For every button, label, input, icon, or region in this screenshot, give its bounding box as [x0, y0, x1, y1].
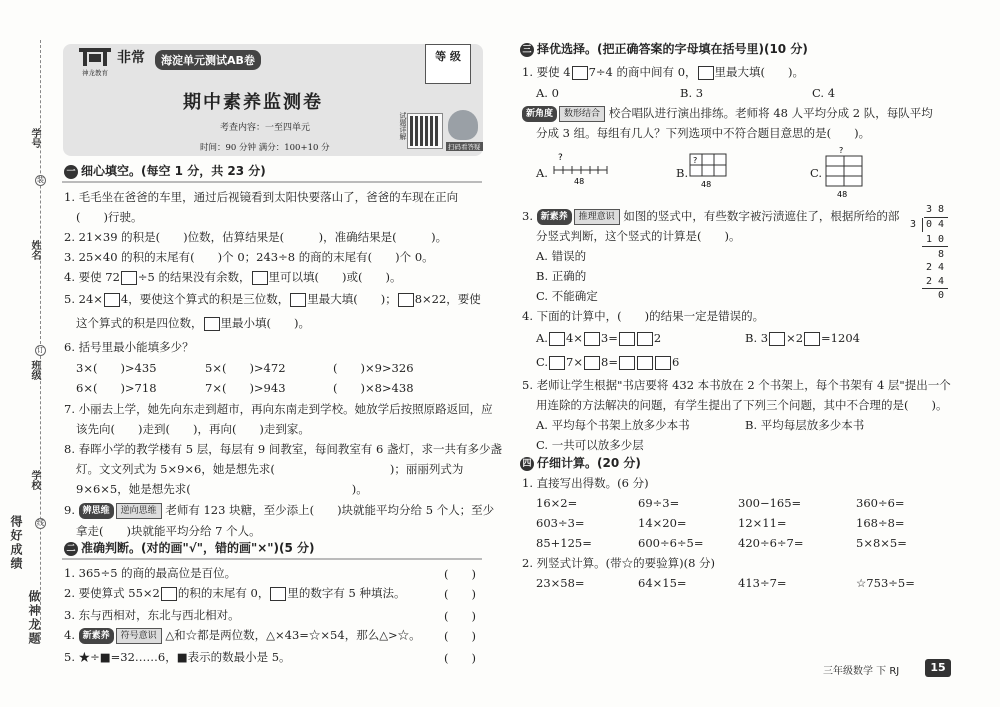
text: 4× [565, 331, 583, 345]
text: 4，要使这个算式的积是三位数， [120, 292, 290, 306]
blank-box[interactable] [769, 332, 785, 346]
q1-1b: ( )行驶。 [76, 210, 143, 224]
text: 7× [566, 355, 583, 369]
q3-5b: 用连除的方法解决的问题，有学生提出了下列三个问题，其中不合理的是( )。 [536, 398, 948, 412]
text: ÷5 的结果没有余数， [137, 270, 251, 284]
text: 校合唱队进行演出排练。老师将 48 人平均分成 2 队，每队平均 [608, 106, 933, 120]
blank-box[interactable] [655, 356, 671, 370]
tag-badge: 新素养 [537, 209, 572, 225]
q1-9 [64, 503, 494, 519]
answer-paren[interactable]: ( ) [444, 629, 476, 643]
q4-1: 1. 直接写出得数。(6 分) [522, 476, 649, 490]
q3-5-opt-c[interactable]: C. 一共可以放多少层 [536, 438, 644, 452]
q2-5: 5. ★÷■=32……6，■表示的数最小是 5。 [64, 650, 291, 664]
student-id-label: 学号 [29, 128, 40, 148]
step: 2 4 [926, 276, 945, 287]
blank-box[interactable] [270, 587, 286, 601]
text: ×2 [786, 331, 804, 345]
binding-circle: 线 [37, 519, 44, 527]
q3-5: 5. 老师让学生根据"书店要将 432 本书放在 2 个书架上，每个书架有 4 层"提出一个 [522, 378, 951, 392]
q1-4 [64, 270, 401, 285]
dividend: 0 4 [926, 219, 945, 230]
q1-2: 2. 21×39 的积是( )位数，估算结果是( )，准确结果是( )。 [64, 230, 448, 244]
q1-8: 8. 春晖小学的教学楼有 5 层，每层有 9 间教室，每间教室有 6 盏灯，求一共有多少盏 [64, 442, 503, 456]
text: 7÷4 的商中间有 0， [588, 65, 697, 79]
q3-5-opt-b[interactable]: B. 平均每层放多少本书 [745, 418, 865, 432]
quotient: 3 8 [926, 204, 945, 215]
blank-box[interactable] [572, 66, 588, 80]
section-3-title [520, 42, 808, 57]
q3-2-opt-b[interactable]: B. [676, 166, 689, 180]
q2-1: 1. 365÷5 的商的最高位是百位。 [64, 566, 237, 580]
calc-item[interactable]: 5×8×5= [856, 536, 907, 550]
tag-badge: 新角度 [522, 106, 557, 122]
vertical-calc[interactable]: 64×15= [638, 576, 687, 590]
section-4-title [520, 456, 641, 471]
publisher-logo [75, 44, 115, 78]
section-number: 二 [64, 542, 78, 556]
answer-paren[interactable]: ( ) [444, 609, 476, 623]
binding-circle: 装 [37, 176, 44, 184]
q1-7: 7. 小丽去上学，她先向东走到超市，再向东南走到学校。她放学后按照原路返回，应 [64, 402, 493, 416]
text: A. [536, 331, 548, 345]
step: 8 [938, 249, 945, 260]
tag-badge: 新素养 [79, 628, 114, 644]
bar-model-a [552, 150, 612, 189]
q1-9b: 拿走( )块就能平均分给 7 个人。 [76, 524, 261, 538]
blank-box[interactable] [804, 332, 820, 346]
svg-text:48: 48 [701, 180, 712, 189]
step: 2 4 [926, 262, 945, 273]
series-tag: 海淀单元测试AB卷 [155, 50, 261, 70]
q1-5 [64, 292, 481, 307]
blank-box[interactable] [619, 356, 635, 370]
q3-4-opt-c[interactable] [536, 355, 679, 370]
calc-item[interactable]: 360÷6= [856, 496, 905, 510]
q1-6: 6. 括号里最小能填多少？ [64, 340, 194, 354]
q3-2b: 分成 3 组。每组有几人？下列选项中不符合题目意思的是( )。 [536, 126, 871, 140]
q1-8b: 灯。文文列式为 5×9×6，她是想先求( )；丽丽列式为 [76, 462, 464, 476]
slogan: 得好成绩 [9, 515, 23, 571]
exam-time-score: 时间：90 分钟 满分：100+10 分 [200, 143, 330, 153]
blank-box[interactable] [398, 293, 414, 307]
exam-scope: 考查内容：一至四单元 [220, 123, 311, 133]
divider [62, 558, 482, 560]
q3-1-opt-b[interactable]: B. 3 [680, 86, 704, 100]
name-label: 姓名 [29, 240, 40, 260]
blank-box[interactable] [584, 356, 600, 370]
long-division-figure [904, 204, 954, 304]
text: 8×22，要使 [414, 292, 481, 306]
text: 里最小填( )。 [220, 316, 310, 330]
q3-2-opt-c[interactable]: C. [810, 166, 823, 180]
q3-3-opt-a[interactable]: A. 错误的 [536, 249, 587, 263]
brand-name: 非常 [117, 50, 145, 66]
q3-1 [522, 65, 804, 80]
q3-4-opt-b[interactable] [745, 331, 860, 346]
text: 2. 要使算式 55×2 [64, 586, 160, 600]
q3-4: 4. 下面的计算中，( )的结果一定是错误的。 [522, 309, 765, 323]
school-label: 学校 [29, 470, 40, 490]
blank-box[interactable] [637, 332, 653, 346]
q1-1: 1. 毛毛坐在爸爸的车里，通过后视镜看到太阳快要落山了，爸爸的车现在正向 [64, 190, 459, 204]
tag-label: 符号意识 [116, 628, 162, 644]
text: 3. [522, 209, 533, 223]
grade-box [425, 44, 471, 84]
tag-label: 逆向思维 [116, 503, 162, 519]
text: 8= [601, 355, 618, 369]
blank-box[interactable] [252, 271, 268, 285]
blank-box[interactable] [698, 66, 714, 80]
calc-item[interactable]: 12×11= [738, 516, 787, 530]
tag-label: 数形结合 [559, 106, 605, 122]
grade-label: 等 级 [435, 50, 461, 63]
mascot-icon [448, 110, 478, 140]
section-number: 一 [64, 165, 78, 179]
q3-3-opt-b[interactable]: B. 正确的 [536, 269, 587, 283]
section-text: 准确判断。(对的画"√"，错的画"×")(5 分) [81, 541, 315, 555]
vertical-calc[interactable]: ☆753÷5= [856, 576, 915, 590]
step: 0 [938, 290, 945, 301]
q1-6-row1-c: ( )×9>326 [333, 361, 414, 375]
q3-1-opt-a[interactable]: A. 0 [536, 86, 559, 100]
calc-item[interactable]: 420÷6÷7= [738, 536, 804, 550]
blank-box[interactable] [584, 332, 600, 346]
text: 4. [64, 628, 75, 642]
vertical-calc[interactable]: 23×58= [536, 576, 585, 590]
q1-6-row2-c: ( )×8>438 [333, 381, 414, 395]
text: 2 [653, 331, 662, 345]
text: 老师有 123 块糖，至少添上( )块就能平均分给 5 个人；至少 [165, 503, 495, 517]
text: △和☆都是两位数，△×43=☆×54，那么△>☆。 [165, 628, 421, 642]
text: 的积的末尾有 0， [177, 586, 270, 600]
text: 里最大填( )。 [714, 65, 804, 79]
q3-4-opt-a[interactable] [536, 331, 661, 346]
q3-3b: 分竖式判断，这个竖式的计算是( )。 [536, 229, 741, 243]
blank-box[interactable] [290, 293, 306, 307]
calc-item[interactable]: 69÷3= [638, 496, 680, 510]
grid-model-b [688, 152, 728, 193]
calc-item[interactable]: 603÷3= [536, 516, 585, 530]
answer-paren[interactable]: ( ) [444, 651, 476, 665]
calc-item[interactable]: 16×2= [536, 496, 578, 510]
tag-badge: 辨思维 [79, 503, 114, 519]
step: 1 0 [926, 234, 945, 245]
answer-paren[interactable]: ( ) [444, 587, 476, 601]
svg-text:?: ? [693, 156, 698, 165]
calc-item[interactable]: 14×20= [638, 516, 687, 530]
blank-box[interactable] [549, 356, 565, 370]
text: 如图的竖式中，有些数字被污渍遮住了，根据所给的部 [623, 209, 900, 223]
page-number: 15 [925, 659, 951, 677]
grid-model-c [824, 144, 864, 203]
q1-8c: 9×6×5，她是想先求( )。 [76, 482, 368, 496]
text: 里的数字有 5 种填法。 [287, 586, 406, 600]
text: 这个算式的积是四位数， [76, 316, 203, 330]
text: 5. 24× [64, 292, 103, 306]
footer-subject: 三年级数学 下 RJ [823, 666, 900, 677]
exam-title: 期中素养监测卷 [183, 92, 323, 113]
q1-6-row1-a: 3×( )>435 [76, 361, 157, 375]
q2-4 [64, 628, 421, 644]
section-text: 择优选择。(把正确答案的字母填在括号里)(10 分) [537, 42, 808, 56]
blank-box[interactable] [121, 271, 137, 285]
text: 9. [64, 503, 75, 517]
q1-5b [76, 316, 310, 331]
calc-item[interactable]: 300−165= [738, 496, 802, 510]
q2-3: 3. 东与西相对，东北与西北相对。 [64, 608, 240, 622]
q2-2 [64, 586, 406, 601]
text: 3= [600, 331, 618, 345]
blank-box[interactable] [637, 356, 653, 370]
svg-text:48: 48 [837, 190, 848, 199]
text: 6 [671, 355, 680, 369]
blank-box[interactable] [161, 587, 177, 601]
q3-2-opt-a[interactable]: A. [536, 166, 548, 180]
blank-box[interactable] [204, 317, 220, 331]
binding-strip [0, 0, 55, 707]
text: 1. 要使 4 [522, 65, 571, 79]
calc-item[interactable]: 168÷8= [856, 516, 905, 530]
answer-paren[interactable]: ( ) [444, 567, 476, 581]
section-number: 四 [520, 457, 534, 471]
section-text: 仔细计算。(20 分) [537, 456, 641, 470]
slogan: 做神龙题 [27, 590, 41, 646]
q3-3-opt-c[interactable]: C. 不能确定 [536, 289, 598, 303]
q1-3: 3. 25×40 的积的末尾有( )个 0；243÷8 的商的末尾有( )个 0。 [64, 250, 434, 264]
text: 里可以填( )或( )。 [268, 270, 402, 284]
text: C. [536, 355, 549, 369]
section-1-title [64, 164, 266, 179]
divisor: 3 [910, 219, 917, 230]
total-label: 48 [574, 177, 585, 186]
section-2-title [64, 541, 315, 556]
section-text: 细心填空。(每空 1 分，共 23 分) [81, 164, 266, 178]
svg-text:?: ? [839, 146, 844, 155]
q3-1-opt-c[interactable]: C. 4 [812, 86, 836, 100]
divider [62, 181, 482, 183]
q1-6-row2-b: 7×( )>943 [205, 381, 286, 395]
q1-6-row2-a: 6×( )>718 [76, 381, 157, 395]
q1-7b: 该先向( )走到( )，再向( )走到家。 [76, 422, 310, 436]
q4-2: 2. 列竖式计算。(带☆的要验算)(8 分) [522, 556, 716, 570]
vertical-calc[interactable]: 413÷7= [738, 576, 787, 590]
q3-2 [522, 106, 933, 122]
binding-circle: 订 [37, 346, 44, 354]
calc-item[interactable]: 85+125= [536, 536, 592, 550]
logo-text: 神龙教育 [82, 69, 108, 77]
text: =1204 [821, 331, 860, 345]
mascot-label: 扫码看答疑 [448, 143, 481, 151]
question-mark: ? [558, 153, 563, 163]
qr-label: 试题详解 [399, 112, 407, 140]
blank-box[interactable] [104, 293, 120, 307]
class-label: 班级 [29, 360, 40, 380]
calc-item[interactable]: 600÷6÷5= [638, 536, 704, 550]
blank-box[interactable] [549, 332, 565, 346]
section-number: 三 [520, 43, 534, 57]
blank-box[interactable] [619, 332, 635, 346]
text: 4. 要使 72 [64, 270, 120, 284]
q1-6-row1-b: 5×( )>472 [205, 361, 286, 375]
tag-label: 推理意识 [574, 209, 620, 225]
text: 里最大填( )； [307, 292, 397, 306]
qr-code-icon[interactable] [408, 114, 442, 148]
q3-3 [522, 209, 899, 225]
q3-5-opt-a[interactable]: A. 平均每个书架上放多少本书 [536, 418, 690, 432]
text: B. 3 [745, 331, 769, 345]
